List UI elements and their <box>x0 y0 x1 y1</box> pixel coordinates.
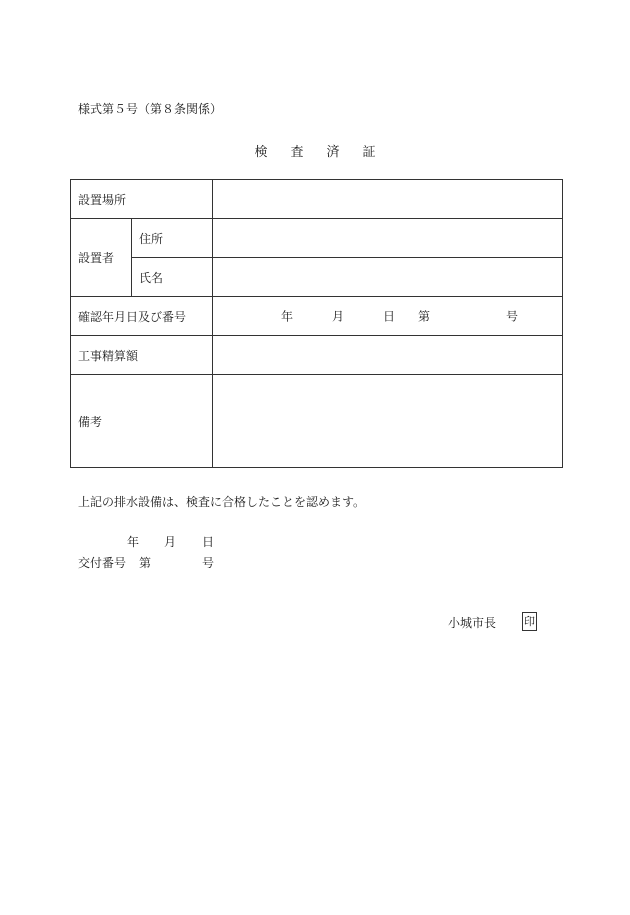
form-number: 様式第５号（第８条関係） <box>78 102 223 116</box>
confirm-no-prefix: 第 <box>418 309 431 324</box>
issue-number-label: 交付番号 <box>78 556 127 570</box>
date-month: 月 <box>164 535 177 549</box>
confirm-label: 確認年月日及び番号 <box>71 297 213 336</box>
confirm-year: 年 <box>281 309 294 324</box>
table-row <box>71 375 563 468</box>
address-field[interactable] <box>213 219 563 258</box>
mayor-title: 小城市長 <box>448 616 497 630</box>
confirm-field[interactable] <box>213 297 563 336</box>
inspection-table <box>70 179 563 468</box>
table-row <box>71 219 563 258</box>
title-char-2: 査 <box>290 145 304 160</box>
location-label: 設置場所 <box>71 180 213 219</box>
name-field[interactable] <box>213 258 563 297</box>
date-year: 年 <box>127 535 140 549</box>
confirm-no-suffix: 号 <box>506 309 519 324</box>
table-row <box>71 297 563 336</box>
seal-mark: 印 <box>522 612 537 631</box>
remarks-label: 備考 <box>71 375 213 468</box>
table-row <box>71 336 563 375</box>
address-label: 住所 <box>132 219 213 258</box>
confirm-month: 月 <box>332 309 345 324</box>
installer-label: 設置者 <box>71 219 132 297</box>
certification-statement: 上記の排水設備は、検査に合格したことを認めます。 <box>78 495 366 509</box>
cost-field[interactable] <box>213 336 563 375</box>
location-field[interactable] <box>213 180 563 219</box>
remarks-field[interactable] <box>213 375 563 468</box>
issue-number-prefix: 第 <box>139 556 152 570</box>
issue-number-suffix: 号 <box>202 556 215 570</box>
title-char-4: 証 <box>362 145 376 160</box>
name-label: 氏名 <box>132 258 213 297</box>
title-char-1: 検 <box>254 145 268 160</box>
title-char-3: 済 <box>326 145 340 160</box>
date-day: 日 <box>202 535 215 549</box>
document-title <box>0 141 630 160</box>
table-row <box>71 258 563 297</box>
cost-label: 工事精算額 <box>71 336 213 375</box>
confirm-day: 日 <box>383 309 396 324</box>
table-row <box>71 180 563 219</box>
